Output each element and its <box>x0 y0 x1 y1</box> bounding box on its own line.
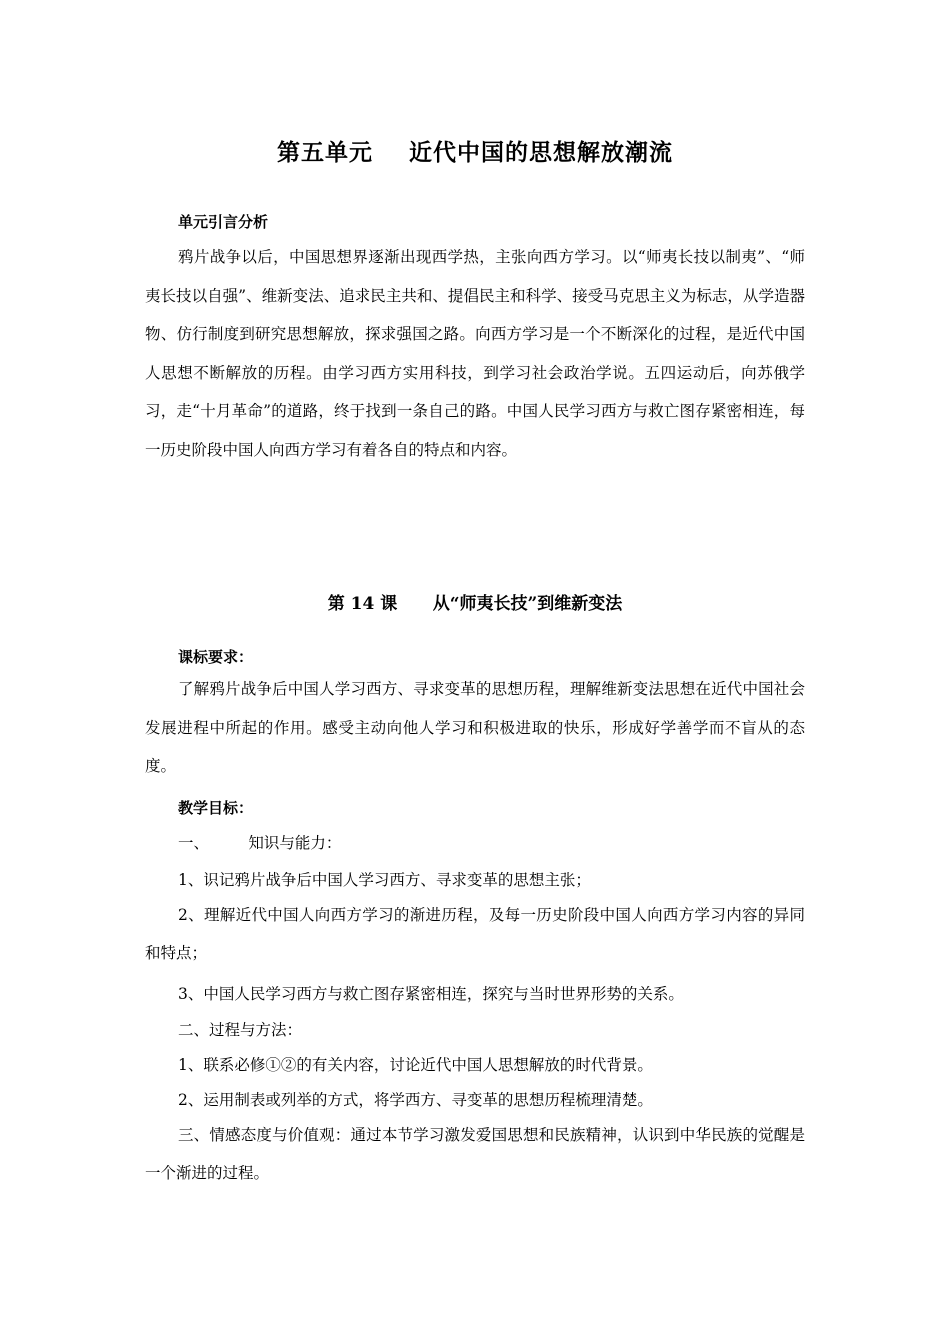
goal-knowledge-item-3: 3、中国人民学习西方与救亡图存紧密相连，探究与当时世界形势的关系。 <box>178 985 684 1003</box>
lesson-title: 第 14 课 从“师夷长技”到维新变法 <box>327 594 623 614</box>
goal-process-title: 二、过程与方法： <box>178 1021 303 1039</box>
intro-paragraph: 鸦片战争以后，中国思想界逐渐出现西学热，主张向西方学习。以“师夷长技以制夷”、“师夷长技以自强”、维新变法、追求民主共和、提倡民主和科学、接受马克思主义为标志，从学造器物、仿行制度到研究思想解放，探求强国之路。向西方学习是一个不断深化的过程，是近代中国人思想不断解放的历程。由学习西方实用科技，到学习社会政治学说。五四运动后，向苏俄学习，走“十月革命”的道路，终于找到一条自己的路。中国人民学习西方与救亡图存紧密相连，每一历史阶段中国人向西方学习有着各自的特点和内容。 <box>145 248 805 459</box>
goal-knowledge-title: 一、 知识与能力： <box>178 834 342 852</box>
intro-heading: 单元引言分析 <box>178 213 269 231</box>
goal-emotion-paragraph: 三、情感态度与价值观：通过本节学习激发爱国思想和民族精神，认识到中华民族的觉醒是一个渐进的过程。 <box>145 1126 805 1182</box>
standard-heading: 课标要求： <box>178 648 254 666</box>
goal-process-item-2: 2、运用制表或列举的方式，将学西方、寻变革的思想历程梳理清楚。 <box>178 1091 653 1109</box>
standard-paragraph: 了解鸦片战争后中国人学习西方、寻求变革的思想历程，理解维新变法思想在近代中国社会发展进程中所起的作用。感受主动向他人学习和积极进取的快乐，形成好学善学而不盲从的态度。 <box>145 680 805 775</box>
goals-heading: 教学目标： <box>178 799 254 817</box>
unit-title: 第五单元 近代中国的思想解放潮流 <box>276 139 674 166</box>
goal-knowledge-item-2: 2、理解近代中国人向西方学习的渐进历程，及每一历史阶段中国人向西方学习内容的异同和特点； <box>145 906 805 962</box>
goal-knowledge-item-1: 1、识记鸦片战争后中国人学习西方、寻求变革的思想主张； <box>178 871 591 889</box>
goal-process-item-1: 1、联系必修①②的有关内容，讨论近代中国人思想解放的时代背景。 <box>178 1056 653 1074</box>
